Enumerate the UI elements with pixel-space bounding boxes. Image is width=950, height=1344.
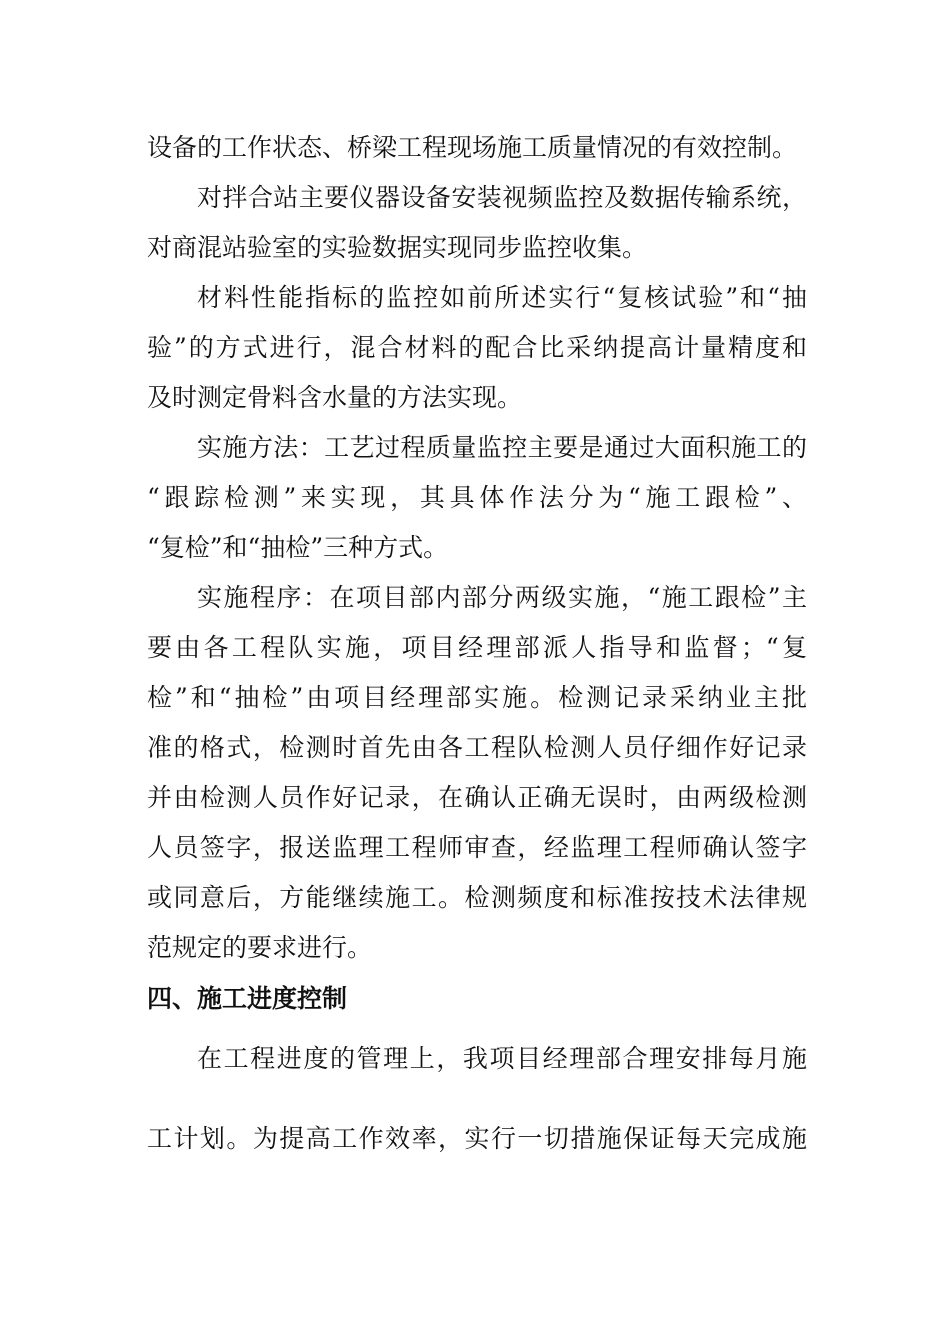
paragraph-line: 或同意后，方能继续施工。检测频度和标准按技术法律规 — [147, 883, 807, 912]
paragraph-line: 对拌合站主要仪器设备安装视频监控及数据传输系统， — [197, 183, 807, 212]
paragraph-line: “跟踪检测”来实现，其具体作法分为“施工跟检”、 — [147, 483, 807, 512]
paragraph-line: “复检”和“抽检”三种方式。 — [147, 533, 449, 562]
paragraph-line: 范规定的要求进行。 — [147, 933, 373, 962]
paragraph-line: 人员签字，报送监理工程师审查，经监理工程师确认签字 — [147, 833, 807, 862]
section-heading: 四、施工进度控制 — [147, 984, 348, 1013]
paragraph-line: 在工程进度的管理上，我项目经理部合理安排每月施 — [197, 1044, 807, 1073]
paragraph-line: 及时测定骨料含水量的方法实现。 — [147, 383, 523, 412]
paragraph-line: 实施方法：工艺过程质量监控主要是通过大面积施工的 — [197, 433, 807, 462]
paragraph-line: 检”和“抽检”由项目经理部实施。检测记录采纳业主批 — [147, 683, 807, 712]
paragraph-line: 准的格式，检测时首先由各工程队检测人员仔细作好记录 — [147, 733, 807, 762]
paragraph-line: 要由各工程队实施，项目经理部派人指导和监督；“复 — [147, 633, 807, 662]
paragraph-line: 验”的方式进行，混合材料的配合比采纳提高计量精度和 — [147, 333, 807, 362]
paragraph-line: 工计划。为提高工作效率，实行一切措施保证每天完成施 — [147, 1124, 807, 1153]
paragraph-line: 对商混站验室的实验数据实现同步监控收集。 — [147, 233, 648, 262]
paragraph-line: 材料性能指标的监控如前所述实行“复核试验”和“抽 — [197, 283, 807, 312]
paragraph-line: 设备的工作状态、桥梁工程现场施工质量情况的有效控制。 — [147, 133, 798, 162]
paragraph-line: 并由检测人员作好记录，在确认正确无误时，由两级检测 — [147, 783, 807, 812]
paragraph-line: 实施程序：在项目部内部分两级实施，“施工跟检”主 — [197, 583, 807, 612]
